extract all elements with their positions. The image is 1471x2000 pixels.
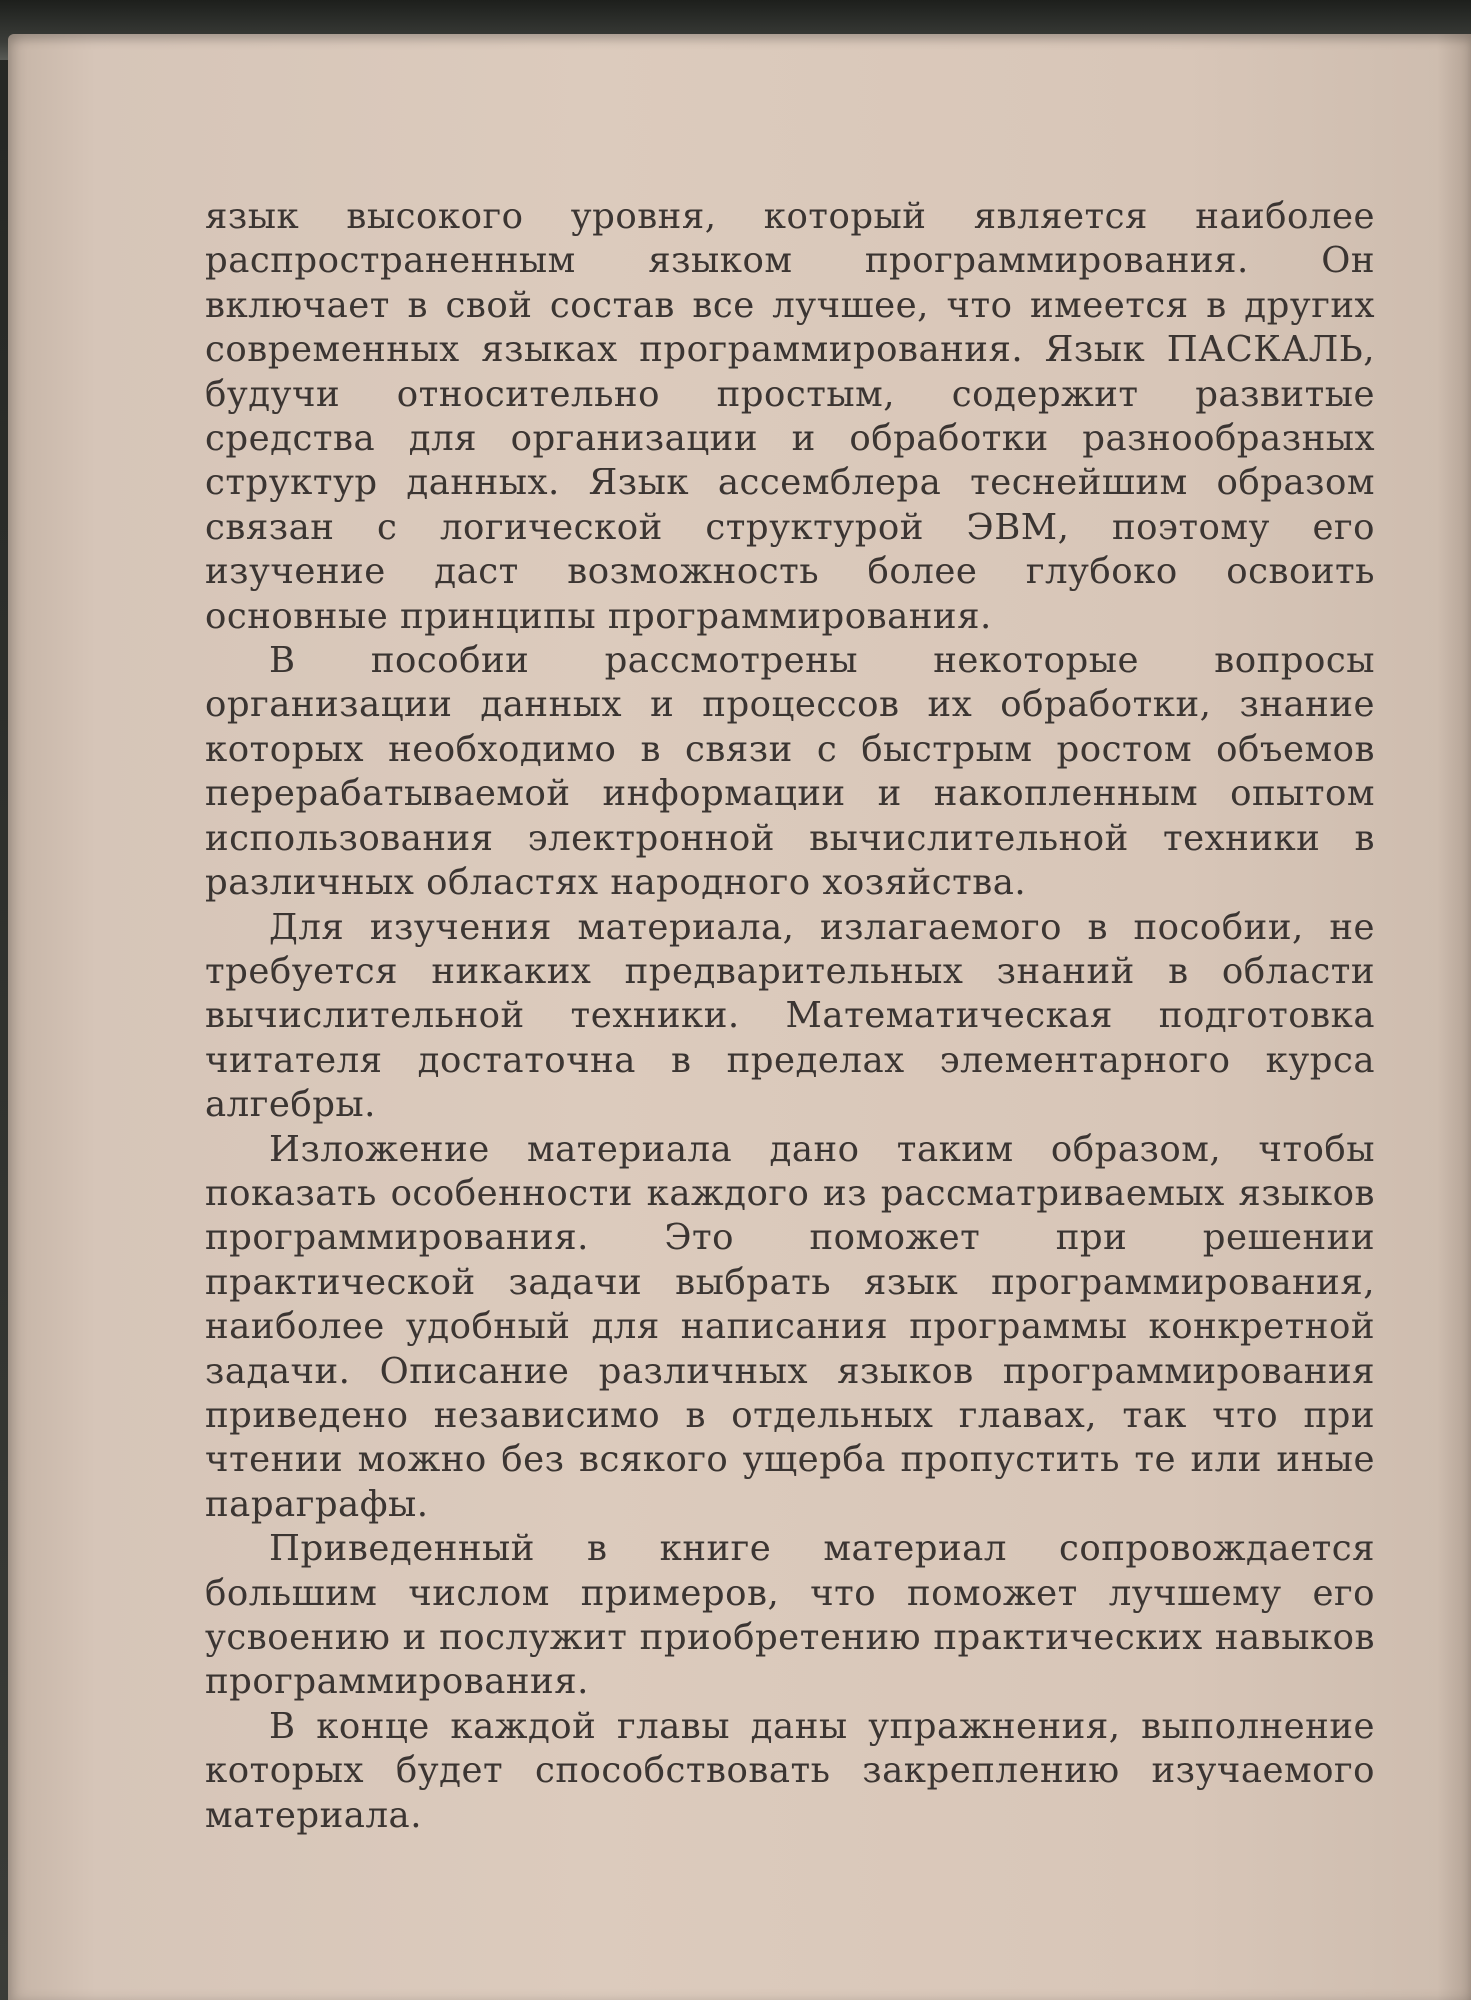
paragraph-4: Изложение материала дано таким образом, чтобы показать особенности каждого из рассматриваемых языков программирования. Это поможет при решении практической задачи выбрать язык программирования, наиболее удобный для написания программы конкретной задачи. Описание различных языков программирования приведено независимо в отдельных главах, так что при чтении можно без всякого ущерба пропустить те или иные параграфы.	[205, 1128, 1375, 1525]
paragraph-3: Для изучения материала, излагаемого в пособии, не требуется никаких предварительных знаний в области вычислительной техники. Математическая подготовка читателя достаточна в пределах элементарного курса алгебры.	[205, 906, 1375, 1126]
page-edge-shadow	[1437, 34, 1471, 2000]
page-text	[205, 195, 1375, 1838]
paragraph-2: В пособии рассмотрены некоторые вопросы организации данных и процессов их обработки, знание которых необходимо в связи с быстрым ростом объемов перерабатываемой информации и накопленным опытом использования электронной вычислительной техники в различных областях народного хозяйства.	[205, 640, 1375, 904]
paragraph-1: язык высокого уровня, который является наиболее распространенным языком программирования. Он включает в свой состав все лучшее, что имеется в других современных языках программирования. Язык ПАСКАЛЬ, будучи относительно простым, содержит развитые средства для организации и обработки разнообразных структур данных. Язык ассемблера теснейшим образом связан с логической структурой ЭВМ, поэтому его изучение даст возможность более глубоко освоить основные принципы программирования.	[205, 196, 1375, 637]
paragraph-6: В конце каждой главы даны упражнения, выполнение которых будет способствовать закреплению изучаемого материала.	[205, 1705, 1375, 1836]
paragraph-5: Приведенный в книге материал сопровождается большим числом примеров, что поможет лучшему его усвоению и послужит приобретению практических навыков программирования.	[205, 1528, 1375, 1703]
